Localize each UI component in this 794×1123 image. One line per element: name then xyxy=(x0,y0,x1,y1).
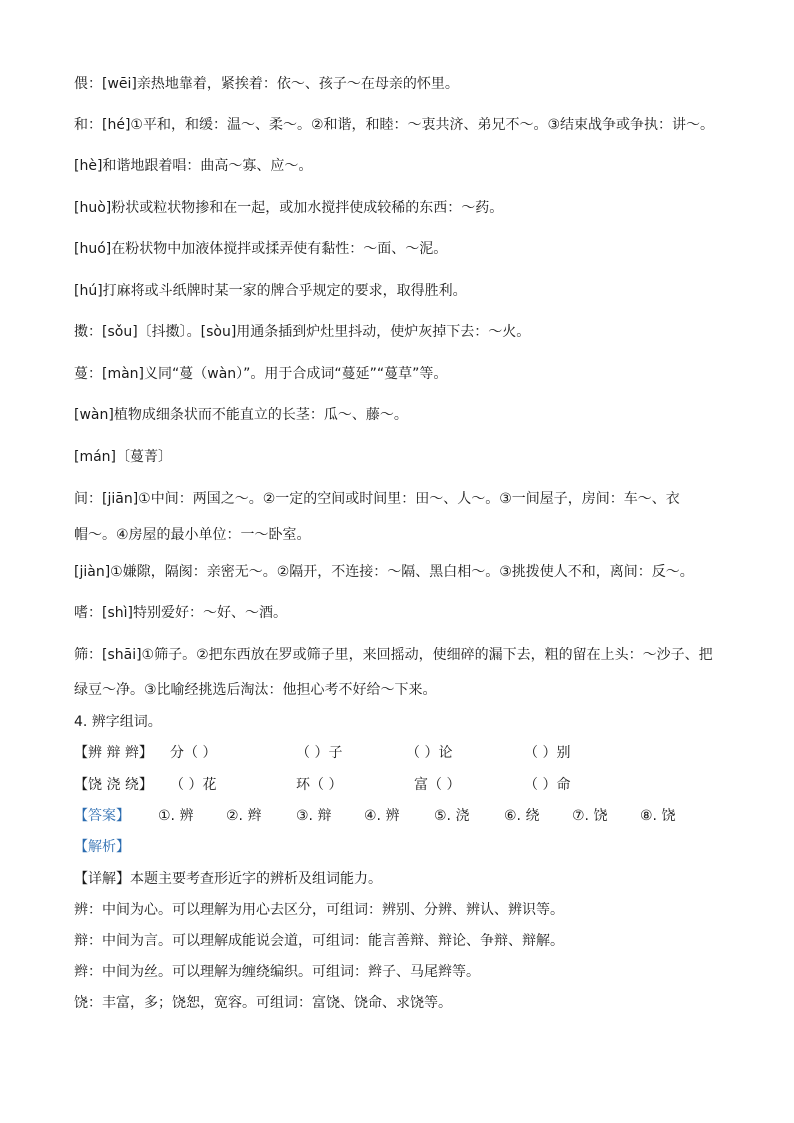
entry-sou: 擞：[sǒu]〔抖擞〕。[sòu]用通条插到炉灶里抖动，使炉灰掉下去：～火。 xyxy=(74,324,531,340)
entry-wei: 偎：[wēi]亲热地靠着，紧挨着：依～、孩子～在母亲的怀里。 xyxy=(74,76,459,92)
entry-he-4: [hè]和谐地跟着唱：曲高～寡、应～。 xyxy=(74,158,313,174)
blank-item: （ ）命 xyxy=(524,777,571,793)
question-row-2 xyxy=(74,775,714,795)
answer-item: ⑦. 饶 xyxy=(572,808,608,824)
blank-item: 富（ ） xyxy=(414,777,461,793)
answer-item: ⑤. 浇 xyxy=(434,808,470,824)
answer-item: ②. 辫 xyxy=(226,808,262,824)
blank-item: （ ）论 xyxy=(406,745,453,761)
answer-label: 【答案】 xyxy=(74,808,130,824)
question-row-1 xyxy=(74,743,714,763)
entry-hu: [hú]打麻将或斗纸牌时某一家的牌合乎规定的要求，取得胜利。 xyxy=(74,283,467,299)
char-group-2: 【饶 浇 绕】 xyxy=(74,777,153,793)
entry-shai-cont: 绿豆～净。③比喻经挑选后淘汰：他担心考不好给～下来。 xyxy=(74,682,437,698)
entry-jian: 间：[jiān]①中间：两国之～。②一定的空间或时间里：田～、人～。③一间屋子，房间：车～、衣 xyxy=(74,491,680,507)
answer-item: ⑧. 饶 xyxy=(640,808,676,824)
entry-wan: [wàn]植物成细条状而不能直立的长茎：瓜～、藤～。 xyxy=(74,407,408,423)
detail-line: 辫：中间为丝。可以理解为缠绕编织。可组词：辫子、马尾辫等。 xyxy=(74,964,480,980)
question-title: 4. 辨字组词。 xyxy=(74,714,162,730)
blank-item: 环（ ） xyxy=(296,777,343,793)
detail-line: 【详解】本题主要考查形近字的辨析及组词能力。 xyxy=(74,871,382,887)
answer-item: ③. 辩 xyxy=(296,808,332,824)
answer-row xyxy=(74,806,714,826)
blank-item: （ ）花 xyxy=(170,777,217,793)
blank-item: 分（ ） xyxy=(170,745,217,761)
char-group-1: 【辨 辩 辫】 xyxy=(74,745,153,761)
blank-item: （ ）子 xyxy=(296,745,343,761)
entry-jian-cont: 帽～。④房屋的最小单位：一～卧室。 xyxy=(74,527,311,543)
answer-item: ①. 辨 xyxy=(158,808,194,824)
detail-line: 饶：丰富，多；饶恕，宽容。可组词：富饶、饶命、求饶等。 xyxy=(74,995,452,1011)
answer-item: ⑥. 绕 xyxy=(504,808,540,824)
entry-he: 和：[hé]①平和，和缓：温～、柔～。②和谐，和睦：～衷共济、弟兄不～。③结束战争或争执：讲～。 xyxy=(74,117,715,133)
answer-item: ④. 辨 xyxy=(364,808,400,824)
entry-jian-4: [jiàn]①嫌隙，隔阂：亲密无～。②隔开，不连接：～隔、黑白相～。③挑拨使人不和，离间：反～。 xyxy=(74,564,694,580)
blank-item: （ ）别 xyxy=(524,745,571,761)
entry-man-2: [mán]〔蔓菁〕 xyxy=(74,449,173,465)
analysis-label: 【解析】 xyxy=(74,839,130,855)
entry-shai: 筛：[shāi]①筛子。②把东西放在罗或筛子里，来回摇动，使细碎的漏下去，粗的留在上头：～沙子、把 xyxy=(74,647,713,663)
entry-huo-2: [huó]在粉状物中加液体搅拌或揉弄使有黏性：～面、～泥。 xyxy=(74,241,448,257)
entry-man: 蔓：[màn]义同“蔓（wàn）”。用于合成词“蔓延”“蔓草”等。 xyxy=(74,366,448,382)
detail-line: 辩：中间为言。可以理解成能说会道，可组词：能言善辩、辩论、争辩、辩解。 xyxy=(74,933,564,949)
entry-huo: [huò]粉状或粒状物掺和在一起，或加水搅拌使成较稀的东西：～药。 xyxy=(74,200,504,216)
detail-line: 辨：中间为心。可以理解为用心去区分，可组词：辨别、分辨、辨认、辨识等。 xyxy=(74,902,564,918)
entry-shi: 嗜：[shì]特别爱好：～好、～酒。 xyxy=(74,605,287,621)
